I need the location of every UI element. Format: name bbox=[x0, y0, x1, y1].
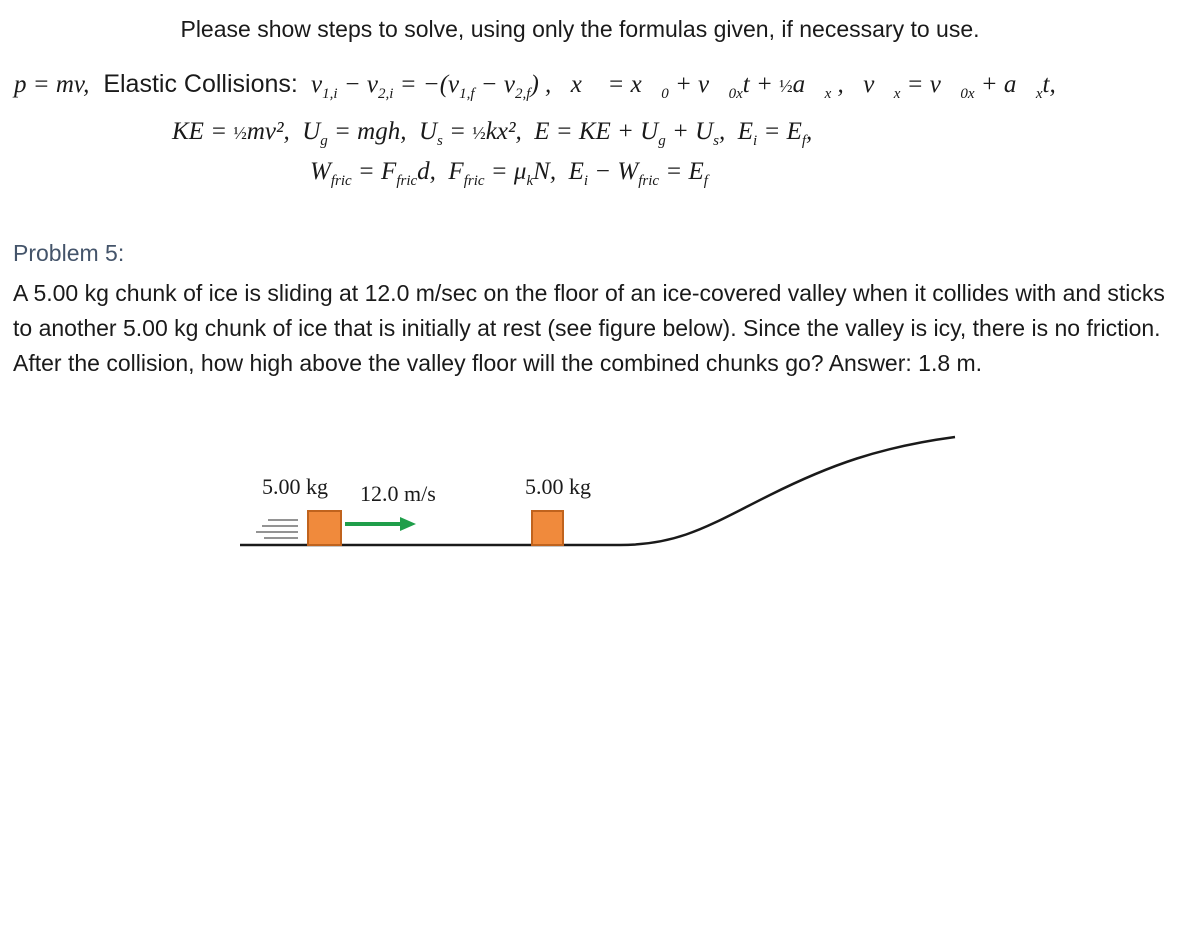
formula-line-1 bbox=[14, 70, 1056, 103]
total-energy-formula: E = KE + $U_g + U_s$, bbox=[527, 118, 726, 149]
elastic-collision-formula: $v_{1,i} - v_{2,i} = -(v_{1,f} - v_{2,f})$ , bbox=[304, 71, 552, 102]
work-friction-formula: $W_{fric} = F_{fric}d$, bbox=[310, 158, 436, 189]
motion-lines bbox=[256, 520, 298, 538]
elastic-collisions-label: Elastic Collisions: bbox=[96, 70, 298, 98]
valley-ground bbox=[240, 437, 955, 545]
formula-line-2 bbox=[172, 118, 812, 150]
position-formula: x⃗ = $x⃗_0$ + $v⃗_{0x}t$ + $\frac{1}{2}a⃗_x$ , bbox=[558, 71, 844, 102]
gravitational-pe-formula: $U_g$ = mgh, bbox=[295, 118, 407, 149]
friction-force-formula: $F_{fric} = \mu_kN$, bbox=[442, 158, 557, 189]
velocity-formula: $v⃗_x$ = $v⃗_{0x}$ + $a⃗_xt$, bbox=[850, 71, 1056, 102]
kinetic-energy-formula: KE = ½mv², bbox=[172, 118, 290, 145]
spring-pe-formula: $U_s$ = ½kx², bbox=[412, 118, 522, 149]
instructions-text: Please show steps to solve, using only the formulas given, if necessary to use. bbox=[180, 16, 980, 42]
energy-conservation-formula: $E_i = E_f$, bbox=[731, 118, 813, 149]
ice-block-1 bbox=[308, 511, 341, 545]
formula-line-3 bbox=[310, 158, 708, 190]
mass1-label: 5.00 kg bbox=[262, 474, 328, 499]
energy-friction-formula: $E_i - W_{fric} = E_f$ bbox=[562, 158, 708, 189]
ice-block-2 bbox=[532, 511, 563, 545]
collision-figure bbox=[230, 425, 970, 555]
problem-title: Problem 5: bbox=[13, 240, 125, 266]
momentum-formula: p = mv, bbox=[14, 71, 90, 98]
velocity-label: 12.0 m/s bbox=[360, 481, 436, 506]
velocity-arrow bbox=[345, 517, 416, 531]
mass2-label: 5.00 kg bbox=[525, 474, 591, 499]
problem-statement: A 5.00 kg chunk of ice is sliding at 12.0 m/sec on the floor of an ice-covered valley when it collides with and sticks to another 5.00 kg chunk of ice that is initially at rest (see figure below). Since the valley is icy, there is no friction. After the collision, how high above the valley floor will the combined chunks go? Answer: 1.8 m. bbox=[13, 280, 1165, 376]
